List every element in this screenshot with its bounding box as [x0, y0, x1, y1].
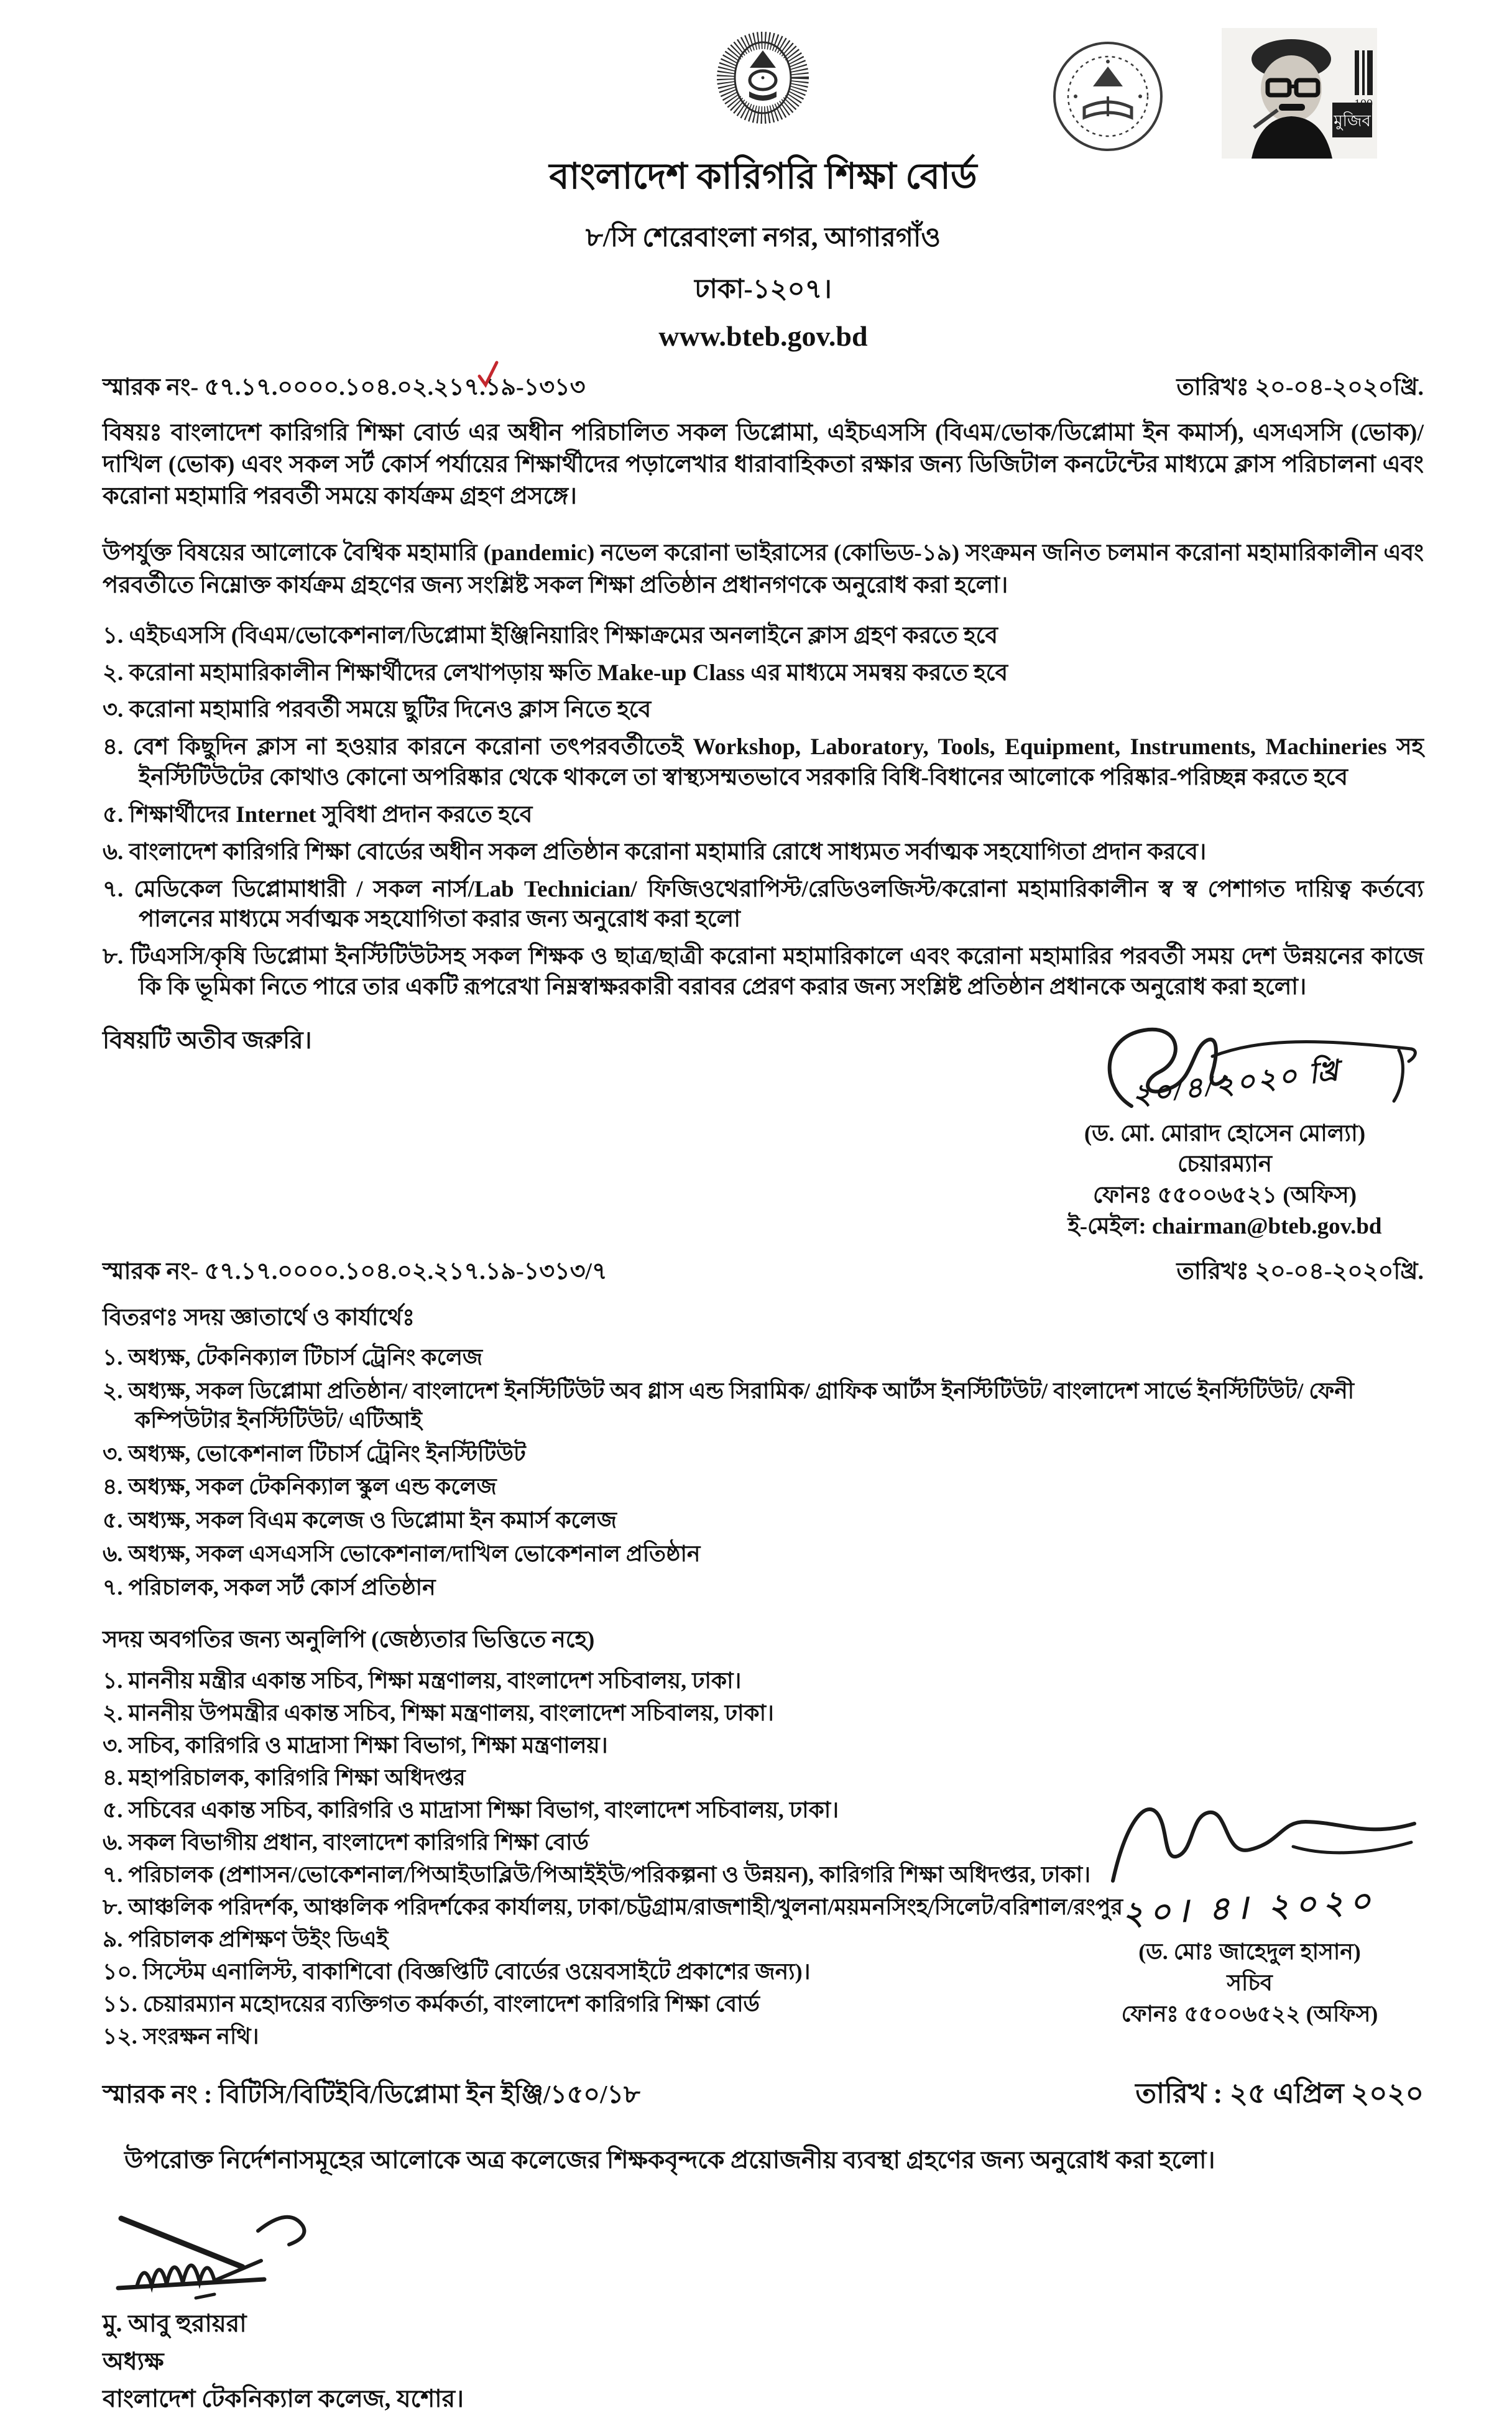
distribution-item: ৪. অধ্যক্ষ, সকল টেকনিক্যাল স্কুল এন্ড কলেজ	[103, 1474, 497, 1500]
directive-item: ৫. শিক্ষার্থীদের Internet সুবিধা প্রদান করতে হবে	[103, 801, 533, 828]
org-website: www.bteb.gov.bd	[658, 320, 868, 352]
cc-item: ৫. সচিবের একান্ত সচিব, কারিগরি ও মাদ্রাসা শিক্ষা বিভাগ, বাংলাদেশ সচিবালয়, ঢাকা।	[103, 1797, 839, 1822]
chairman-phone: ফোনঃ ৫৫০০৬৫২১ (অফিস)	[1092, 1183, 1357, 1209]
directive-item: ২. করোনা মহামারিকালীন শিক্ষার্থীদের লেখাপড়ায় ক্ষতি Make-up Class এর মাধ্যমে সমন্বয় করতে হবে	[103, 660, 1008, 686]
directive-item: ৪. বেশ কিছুদিন ক্লাস না হওয়ার কারনে করোনা তৎপরবর্তীতেই Workshop, Laboratory, Tools, Equipment, Instruments, Machineries সহ ইনস্টিটিউটের কোথাও কোনো অপরিষ্কার থেকে থাকলে তা স্বাস্থ্যসম্মতভাবে সরকারি বিধি-বিধানের আলোকে পরিষ্কার-পরিচ্ছন্ন করতে হবে	[103, 734, 1424, 791]
memo-number: স্মারক নং- ৫৭.১৭.০০০০.১০৪.০২.২১৭.১৯-১৩১৩/৭	[103, 1258, 607, 1285]
principal-signature-block	[103, 2182, 1424, 2418]
memo-row-3	[103, 2072, 1424, 2119]
directive-list	[103, 621, 1424, 1003]
secretary-handwritten-date: ২০। ৪। ২০২০	[1121, 1883, 1378, 1932]
intro-paragraph: উপর্যুক্ত বিষয়ের আলোকে বৈশ্বিক মহামারি (pandemic) নভেল করোনা ভাইরাসের (কোভিড-১৯) সংক্রমন জনিত চলমান করোনা মহামারিকালীন এবং পরবর্তীতে নিম্নোক্ত কার্যক্রম গ্রহণের জন্য সংশ্লিষ্ট সকল শিক্ষা প্রতিষ্ঠান প্রধানগণকে অনুরোধ করা হলো।	[103, 540, 1424, 599]
cc-item: ১১. চেয়ারম্যান মহোদয়ের ব্যক্তিগত কর্মকর্তা, বাংলাদেশ কারিগরি শিক্ষা বোর্ড	[103, 1991, 760, 2017]
org-city: ঢাকা-১২০৭।	[694, 275, 832, 304]
cc-item: ১০. সিস্টেম এনালিস্ট, বাকাশিবো (বিজ্ঞপ্তিটি বোর্ডের ওয়েবসাইটে প্রকাশের জন্য)।	[103, 1959, 811, 1985]
chairman-name: (ড. মো. মোরাদ হোসেন মোল্যা)	[1084, 1120, 1366, 1147]
directive-item: ১. এইচএসসি (বিএম/ভোকেশনাল/ডিপ্লোমা ইঞ্জিনিয়ারিং শিক্ষাক্রমের অনলাইনে ক্লাস গ্রহণ করতে হবে	[103, 622, 998, 648]
chairman-signature-icon	[1026, 1013, 1424, 1117]
letterhead	[103, 16, 1424, 353]
directive-item: ৭. মেডিকেল ডিপ্লোমাধারী / সকল নার্স/Lab Technician/ ফিজিওথেরাপিস্ট/রেডিওলজিস্ট/করোনা মহামারিকালীন স্ব স্ব পেশাগত দায়িত্ব কর্তব্যে পালনের মাধ্যমে সর্বাত্মক সহযোগিতা করার জন্য অনুরোধ করা হলো	[103, 876, 1424, 933]
cc-item: ৭. পরিচালক (প্রশাসন/ভোকেশনাল/পিআইডাব্লিউ/পিআইইউ/পরিকল্পনা ও উন্নয়ন), কারিগরি শিক্ষা অধিদপ্তর, ঢাকা।	[103, 1862, 1091, 1888]
memo-row-1	[103, 369, 1424, 408]
cc-item: ৮. আঞ্চলিক পরিদর্শক, আঞ্চলিক পরিদর্শকের কার্যালয়, ঢাকা/চট্টগ্রাম/রাজশাহী/খুলনা/ময়মনসিংহ/সিলেট/বরিশাল/রংপুর	[103, 1894, 1123, 1920]
org-name: বাংলাদেশ কারিগরি শিক্ষা বোর্ড	[549, 156, 977, 196]
secretary-title: সচিব	[1227, 1970, 1273, 1995]
red-check-icon	[476, 360, 500, 387]
directive-item: ৩. করোনা মহামারি পরবর্তী সময়ে ছুটির দিনেও ক্লাস নিতে হবে	[103, 697, 652, 723]
distribution-list	[103, 1343, 1424, 1602]
mujib-100-text: 100	[1354, 97, 1373, 111]
distribution-item: ১. অধ্যক্ষ, টেকনিক্যাল টিচার্স ট্রেনিং কলেজ	[103, 1345, 483, 1370]
principal-name: মু. আবু হুরায়রা	[103, 2310, 247, 2338]
principal-title: অধ্যক্ষ	[103, 2348, 164, 2375]
secretary-phone: ফোনঃ ৫৫০০৬৫২২ (অফিস)	[1121, 2001, 1378, 2027]
org-address: ৮/সি শেরেবাংলা নগর, আগারগাঁও	[585, 223, 941, 252]
memo-date: তারিখঃ ২০-০৪-২০২০খ্রি.	[1176, 374, 1424, 400]
subject-paragraph: বিষয়ঃ বাংলাদেশ কারিগরি শিক্ষা বোর্ড এর অধীন পরিচালিত সকল ডিপ্লোমা, এইচএসসি (বিএম/ভোক/ডিপ্লোমা ইন কমার্স), এসএসসি (ভোক)/দাখিল (ভোক) এবং সকল সর্ট কোর্স পর্যায়ের শিক্ষার্থীদের পড়ালেখার ধারাবাহিকতা রক্ষার জন্য ডিজিটাল কনটেন্টের মাধ্যমে ক্লাস পরিচালনা এবং করোনা মহামারি পরবর্তী সময়ে কার্যক্রম গ্রহণ প্রসঙ্গে।	[103, 420, 1424, 509]
mujib-wordmark-text: মুজিব	[1334, 112, 1371, 130]
cc-heading: সদয় অবগতির জন্য অনুলিপি (জেষ্ঠ্যতার ভিত্তিতে নহে)	[103, 1627, 595, 1653]
cc-item: ৬. সকল বিভাগীয় প্রধান, বাংলাদেশ কারিগরি শিক্ষা বোর্ড	[103, 1829, 589, 1855]
cc-item: ৯. পরিচালক প্রশিক্ষণ উইং ডিএই	[103, 1927, 389, 1952]
memo-number: স্মারক নং : বিটিসি/বিটিইবি/ডিপ্লোমা ইন ইঞ্জি/১৫০/১৮	[103, 2079, 640, 2108]
forward-note: উপরোক্ত নির্দেশনাসমূহের আলোকে অত্র কলেজের শিক্ষকবৃন্দকে প্রয়োজনীয় ব্যবস্থা গ্রহণের জন্য অনুরোধ করা হলো।	[124, 2146, 1215, 2174]
cc-item: ৩. সচিব, কারিগরি ও মাদ্রাসা শিক্ষা বিভাগ, শিক্ষা মন্ত্রণালয়।	[103, 1732, 608, 1758]
urgent-note: বিষয়টি অতীব জরুরি।	[103, 1027, 312, 1054]
secretary-signature-block	[1063, 1788, 1436, 2030]
education-board-emblem-icon	[1051, 34, 1166, 159]
chairman-email: ই-মেইল: chairman@bteb.gov.bd	[1067, 1213, 1382, 1239]
chairman-handwritten-date: ২০/৪/২০২০ খ্রি	[1130, 1054, 1343, 1112]
memo-row-2	[103, 1253, 1424, 1293]
directive-item: ৬. বাংলাদেশ কারিগরি শিক্ষা বোর্ডের অধীন সকল প্রতিষ্ঠান করোনা মহামারি রোধে সাধ্যমত সর্বাত্মক সহযোগিতা প্রদান করবে।	[103, 839, 1207, 865]
memo-date: তারিখ : ২৫ এপ্রিল ২০২০	[1135, 2077, 1424, 2109]
cc-section	[103, 1621, 1424, 2051]
memo-number: স্মারক নং- ৫৭.১৭.০০০০.১০৪.০২.২১৭.১৯-১৩১৩	[103, 374, 586, 400]
distribution-item: ২. অধ্যক্ষ, সকল ডিপ্লোমা প্রতিষ্ঠান/ বাংলাদেশ ইনস্টিটিউট অব গ্লাস এন্ড সিরামিক/ গ্রাফিক আর্টস ইনস্টিটিউট/ বাংলাদেশ সার্ভে ইনস্টিটিউট/ ফেনী কম্পিউটার ইনস্টিটিউট/ এটিআই	[103, 1378, 1355, 1433]
cc-item: ২. মাননীয় উপমন্ত্রীর একান্ত সচিব, শিক্ষা মন্ত্রণালয়, বাংলাদেশ সচিবালয়, ঢাকা।	[103, 1700, 774, 1725]
distribution-heading: বিতরণঃ সদয় জ্ঞাতার্থে ও কার্যার্থেঃ	[103, 1305, 415, 1331]
mujib-100-logo	[1222, 28, 1377, 159]
distribution-item: ৬. অধ্যক্ষ, সকল এসএসসি ভোকেশনাল/দাখিল ভোকেশনাল প্রতিষ্ঠান	[103, 1541, 701, 1566]
distribution-item: ৩. অধ্যক্ষ, ভোকেশনাল টিচার্স ট্রেনিং ইনস্টিটিউট	[103, 1441, 526, 1466]
memo-date: তারিখঃ ২০-০৪-২০২০খ্রি.	[1176, 1258, 1424, 1285]
chairman-signature-block	[1026, 1013, 1424, 1242]
directive-item: ৮. টিএসসি/কৃষি ডিপ্লোমা ইনস্টিটিউটসহ সকল শিক্ষক ও ছাত্র/ছাত্রী করোনা মহামারিকালে এবং করোনা মহামারির পরবর্তী সময় দেশ উন্নয়নের কাজে কি কি ভূমিকা নিতে পারে তার একটি রূপরেখা নিম্নস্বাক্ষরকারী বরাবর প্রেরণ করার জন্য সংশ্লিষ্ট প্রতিষ্ঠান প্রধানকে অনুরোধ করা হলো।	[103, 944, 1424, 1000]
secretary-signature-icon	[1063, 1788, 1436, 1887]
principal-signature-icon	[103, 2194, 1424, 2305]
cc-item: ১. মাননীয় মন্ত্রীর একান্ত সচিব, শিক্ষা মন্ত্রণালয়, বাংলাদেশ সচিবালয়, ঢাকা।	[103, 1668, 742, 1693]
principal-org: বাংলাদেশ টেকনিক্যাল কলেজ, যশোর।	[103, 2385, 464, 2412]
distribution-item: ৫. অধ্যক্ষ, সকল বিএম কলেজ ও ডিপ্লোমা ইন কমার্স কলেজ	[103, 1508, 617, 1533]
secretary-name: (ড. মোঃ জাহেদুল হাসান)	[1138, 1939, 1361, 1964]
distribution-item: ৭. পরিচালক, সকল সর্ট কোর্স প্রতিষ্ঠান	[103, 1574, 436, 1600]
bteb-seal-icon	[712, 16, 814, 143]
cc-item: ৪. মহাপরিচালক, কারিগরি শিক্ষা অধিদপ্তর	[103, 1765, 466, 1790]
cc-item: ১২. সংরক্ষন নথি।	[103, 2024, 259, 2049]
chairman-title: চেয়ারম্যান	[1178, 1151, 1272, 1178]
urgent-and-signature-row	[103, 1013, 1424, 1242]
